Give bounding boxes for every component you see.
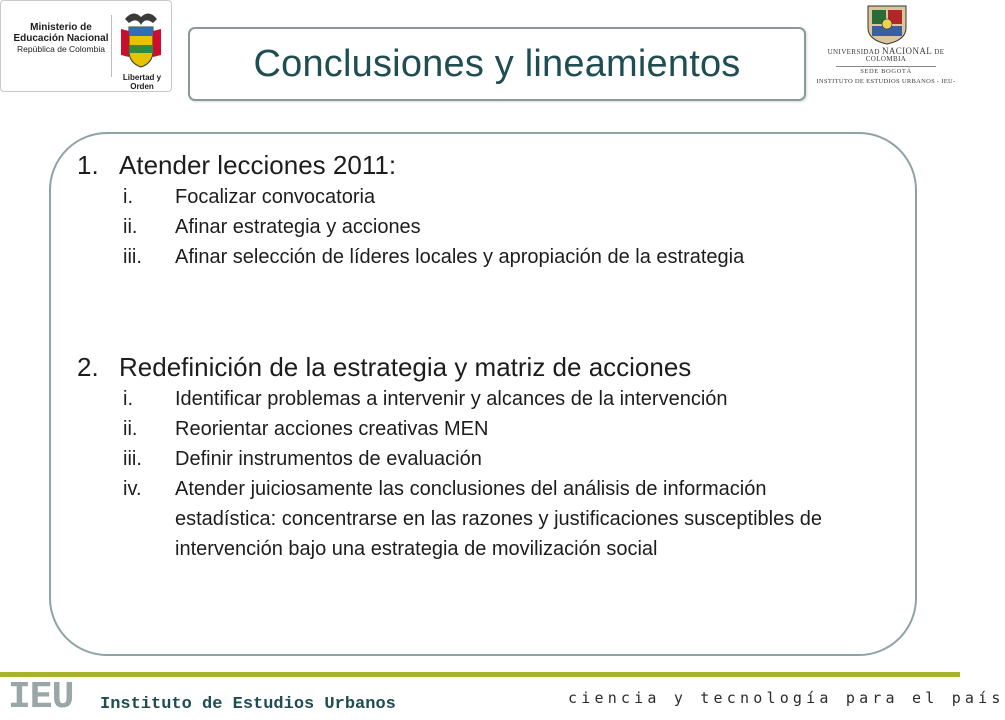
section-lessons <box>51 148 915 272</box>
ministry-line2: Educación Nacional <box>13 32 109 44</box>
ministry-line3: República de Colombia <box>17 44 105 54</box>
university-rule <box>836 66 936 67</box>
list-item-text: Definir instrumentos de evaluación <box>175 448 482 470</box>
section-heading <box>51 148 915 182</box>
university-wordmark <box>812 47 960 85</box>
list-item <box>51 384 915 414</box>
list-item <box>51 242 915 272</box>
list-item-text: Focalizar convocatoria <box>175 186 376 208</box>
content-box <box>49 132 917 656</box>
list-item <box>51 182 915 212</box>
list-item-number: i. <box>123 186 133 208</box>
list-item-number: iv. <box>123 478 142 500</box>
university-campus: SEDE BOGOTÁ <box>860 67 912 75</box>
university-name-prefix: UNIVERSIDAD <box>827 48 882 56</box>
ministry-divider <box>111 15 112 77</box>
list-item-number: i. <box>123 388 133 410</box>
list-item-number: iii. <box>123 448 142 470</box>
title-box <box>188 27 806 101</box>
ministry-wordmark <box>11 23 111 54</box>
list-item <box>51 212 915 242</box>
section-title: Redefinición de la estrategia y matriz de acciones <box>119 352 692 382</box>
university-logo <box>812 0 960 92</box>
section-heading <box>51 350 915 384</box>
section-number: 2. <box>77 352 99 382</box>
footer-tagline: ciencia y tecnología para el país <box>568 689 1005 707</box>
list-item <box>51 414 915 444</box>
section-title: Atender lecciones 2011: <box>119 150 397 180</box>
section-strategy <box>51 350 915 564</box>
ministry-motto: Libertad y Orden <box>122 73 162 91</box>
ministry-line1: Ministerio de <box>30 22 92 33</box>
university-shield-icon <box>864 2 910 46</box>
list-item-number: ii. <box>123 418 138 440</box>
list-item-number: iii. <box>123 246 142 268</box>
list-item-number: ii. <box>123 216 138 238</box>
university-name-suffix: DE COLOMBIA <box>865 48 945 64</box>
section-number: 1. <box>77 150 99 180</box>
colombia-coat-of-arms-icon <box>115 7 167 73</box>
list-item <box>51 474 915 564</box>
institute-name: Instituto de Estudios Urbanos <box>100 695 396 714</box>
university-institute: INSTITUTO DE ESTUDIOS URBANOS - IEU- <box>816 77 956 85</box>
footer <box>0 676 1005 720</box>
list-item-text: Identificar problemas a intervenir y alcances de la intervención <box>175 388 728 410</box>
list-item <box>51 444 915 474</box>
list-item-text: Afinar estrategia y acciones <box>175 216 421 238</box>
university-name <box>812 47 960 64</box>
ministry-logo <box>0 0 172 92</box>
list-item-text: Afinar selección de líderes locales y apropiación de la estrategia <box>175 246 745 268</box>
list-item-text: Reorientar acciones creativas MEN <box>175 418 489 440</box>
page-title: Conclusiones y lineamientos <box>253 42 741 85</box>
ieu-logo-mark: IEU <box>8 676 74 719</box>
university-name-big: NACIONAL <box>881 46 933 56</box>
list-item-text: Atender juiciosamente las conclusiones del análisis de información estadística: concentrarse en las razones y justificaciones susceptibles de intervención bajo una estrategia de movilización social <box>175 478 823 560</box>
